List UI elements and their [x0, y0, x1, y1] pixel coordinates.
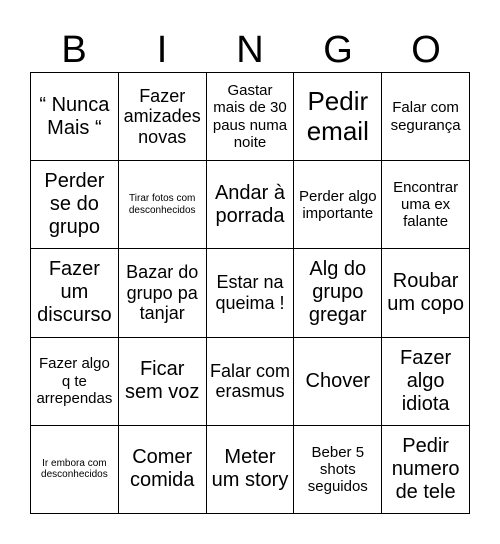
header-letter-o: O: [411, 29, 441, 71]
bingo-cell[interactable]: Encontrar uma ex falante: [382, 161, 470, 249]
bingo-cell[interactable]: Alg do grupo gregar: [294, 249, 382, 337]
bingo-header: [30, 28, 470, 72]
bingo-cell[interactable]: Fazer um discurso: [31, 249, 119, 337]
bingo-cell[interactable]: Bazar do grupo pa tanjar: [119, 249, 207, 337]
bingo-cell[interactable]: Perder se do grupo: [31, 161, 119, 249]
bingo-cell[interactable]: Andar à porrada: [207, 161, 295, 249]
bingo-cell[interactable]: Chover: [294, 338, 382, 426]
bingo-cell[interactable]: Roubar um copo: [382, 249, 470, 337]
bingo-cell[interactable]: Falar com segurança: [382, 73, 470, 161]
bingo-cell[interactable]: Estar na queima !: [207, 249, 295, 337]
bingo-cell[interactable]: Fazer algo q te arrependas: [31, 338, 119, 426]
bingo-cell[interactable]: Beber 5 shots seguidos: [294, 426, 382, 514]
bingo-cell[interactable]: Perder algo importante: [294, 161, 382, 249]
bingo-cell[interactable]: Gastar mais de 30 paus numa noite: [207, 73, 295, 161]
bingo-cell[interactable]: Falar com erasmus: [207, 338, 295, 426]
bingo-cell[interactable]: “ Nunca Mais “: [31, 73, 119, 161]
header-letter-i: I: [156, 29, 168, 71]
bingo-cell[interactable]: Ficar sem voz: [119, 338, 207, 426]
bingo-cell[interactable]: Tirar fotos com desconhecidos: [119, 161, 207, 249]
bingo-cell[interactable]: Pedir email: [294, 73, 382, 161]
bingo-cell[interactable]: Pedir numero de tele: [382, 426, 470, 514]
bingo-cell[interactable]: Ir embora com desconhecidos: [31, 426, 119, 514]
bingo-grid: [30, 72, 470, 514]
header-letter-n: N: [236, 29, 264, 71]
bingo-cell[interactable]: Fazer amizades novas: [119, 73, 207, 161]
header-letter-g: G: [323, 29, 353, 71]
bingo-cell[interactable]: Fazer algo idiota: [382, 338, 470, 426]
bingo-cell[interactable]: Meter um story: [207, 426, 295, 514]
bingo-cell[interactable]: Comer comida: [119, 426, 207, 514]
header-letter-b: B: [61, 29, 87, 71]
